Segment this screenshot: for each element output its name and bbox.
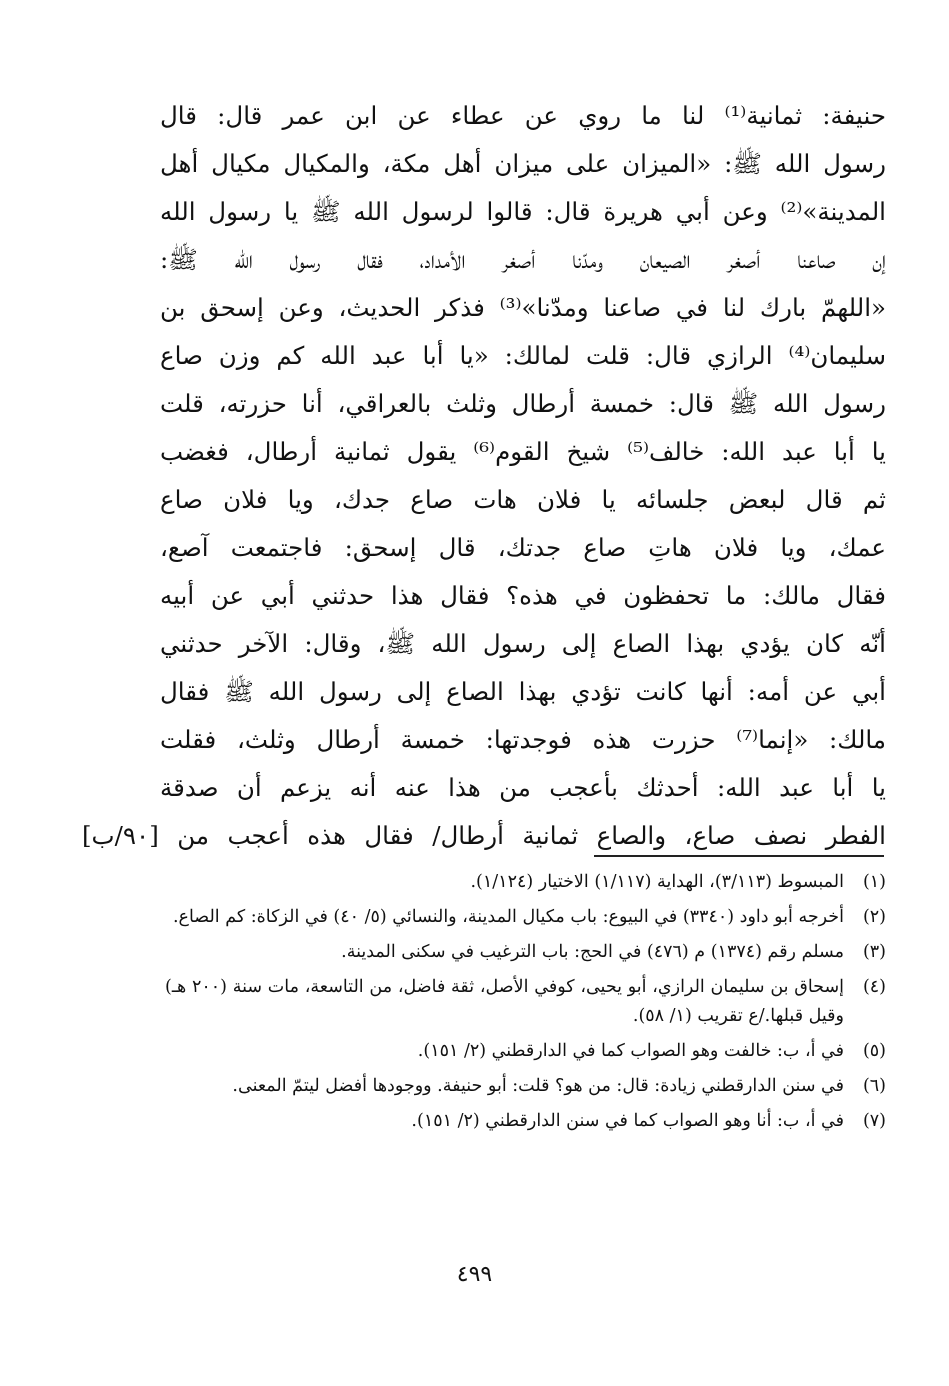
footnote-text: إسحاق بن سليمان الرازي، أبو يحيى، كوفي الأصل، ثقة فاضل، من التاسعة، مات سنة (٢٠٠ هـ) وقيل قبلها./ع تقريب (١/ ٥٨). bbox=[165, 977, 844, 1026]
text-line: إن صاعنا أصغر الصيعان ومدّنا أصغر الأمداد، فقال رسول الله ﷺ: bbox=[160, 245, 886, 274]
footnote-number: (٤) bbox=[862, 977, 886, 997]
main-text bbox=[82, 92, 886, 860]
footnote-item bbox=[165, 868, 886, 897]
footnote-text: أخرجه أبو داود (٣٣٤٠) في البيوع: باب مكيال المدينة، والنسائي (٥/ ٤٠) في الزكاة: كم الصاع. bbox=[172, 907, 844, 927]
text-line: أنّه كان يؤدي بهذا الصاع إلى رسول الله ﷺ، وقال: الآخر حدثني bbox=[160, 629, 886, 658]
footnote-text: في أ، ب: أنا وهو الصواب كما في سنن الدارقطني (٢/ ١٥١). bbox=[411, 1111, 844, 1131]
text-line: ثم قال لبعض جلسائه يا فلان هات صاع جدك، ويا فلان صاع bbox=[160, 485, 886, 514]
footnotes bbox=[165, 868, 886, 1142]
footnote-number: (٢) bbox=[862, 907, 886, 927]
text-line: سليمان⁽⁴⁾ الرازي قال: قلت لمالك: «يا أبا عبد الله كم وزن صاع bbox=[160, 341, 886, 370]
text-line: حنيفة: ثمانية⁽¹⁾ لنا ما روي عن عطاء عن ابن عمر قال: قال bbox=[160, 101, 886, 130]
footnote-separator bbox=[594, 855, 884, 857]
footnote-text: في أ، ب: خالفت وهو الصواب كما في الدارقطني (٢/ ١٥١). bbox=[417, 1041, 844, 1061]
text-line: أبي عن أمه: أنها كانت تؤدي بهذا الصاع إلى رسول الله ﷺ فقال bbox=[160, 677, 886, 706]
text-line: «اللهمّ بارك لنا في صاعنا ومدّنا»⁽³⁾ فذكر الحديث، وعن إسحق بن bbox=[160, 293, 886, 322]
footnote-number: (١) bbox=[862, 872, 886, 892]
text-line: رسول الله ﷺ قال: خمسة أرطال وثلث بالعراقي، أنا حزرته، قلت bbox=[160, 389, 886, 418]
text-line: مالك: «إنما⁽⁷⁾ حزرت هذه فوجدتها: خمسة أرطال وثلث، فقلت bbox=[160, 725, 886, 754]
footnote-item bbox=[165, 1037, 886, 1066]
footnote-number: (٧) bbox=[862, 1111, 886, 1131]
footnote-item bbox=[165, 903, 886, 932]
text-line: فقال مالك: ما تحفظون في هذه؟ فقال هذا حدثني أبي عن أبيه bbox=[160, 581, 886, 610]
text-line: المدينة»⁽²⁾ وعن أبي هريرة قال: قالوا لرسول الله ﷺ يا رسول الله bbox=[160, 197, 886, 226]
footnote-text: في سنن الدارقطني زيادة: قال: من هو؟ قلت: أبو حنيفة. ووجودها أفضل ليتمّ المعنى. bbox=[232, 1076, 844, 1096]
footnote-text: المبسوط (٣/١١٣)، الهداية (١/١١٧) الاختيار (١/١٢٤). bbox=[470, 872, 844, 892]
page-number: ٤٩٩ bbox=[456, 1262, 493, 1287]
text-line: يا أبا عبد الله: خالف⁽⁵⁾ شيخ القوم⁽⁶⁾ يقول ثمانية أرطال، فغضب bbox=[160, 437, 886, 466]
footnote-number: (٥) bbox=[862, 1041, 886, 1061]
footnote-item bbox=[165, 1072, 886, 1101]
text-line: رسول الله ﷺ: «الميزان على ميزان أهل مكة، والمكيال مكيال أهل bbox=[160, 149, 886, 178]
text-line: عمك، ويا فلان هاتِ صاع جدتك، قال إسحق: فاجتمعت آصع، bbox=[160, 533, 886, 562]
footnote-item bbox=[165, 973, 886, 1031]
footnote-item bbox=[165, 938, 886, 967]
footnote-text: مسلم رقم (١٣٧٤) م (٤٧٦) في الحج: باب الترغيب في سكنى المدينة. bbox=[341, 942, 844, 962]
footnote-item bbox=[165, 1107, 886, 1136]
text-line-with-folio-marker: الفطر نصف صاع، والصاع ثمانية أرطال/ فقال هذه أعجب من [٩٠/ب] bbox=[82, 821, 886, 850]
footnote-number: (٣) bbox=[862, 942, 886, 962]
text-line: يا أبا عبد الله: أحدثك بأعجب من هذا عنه أنه يزعم أن صدقة bbox=[160, 773, 886, 802]
footnote-number: (٦) bbox=[862, 1076, 886, 1096]
